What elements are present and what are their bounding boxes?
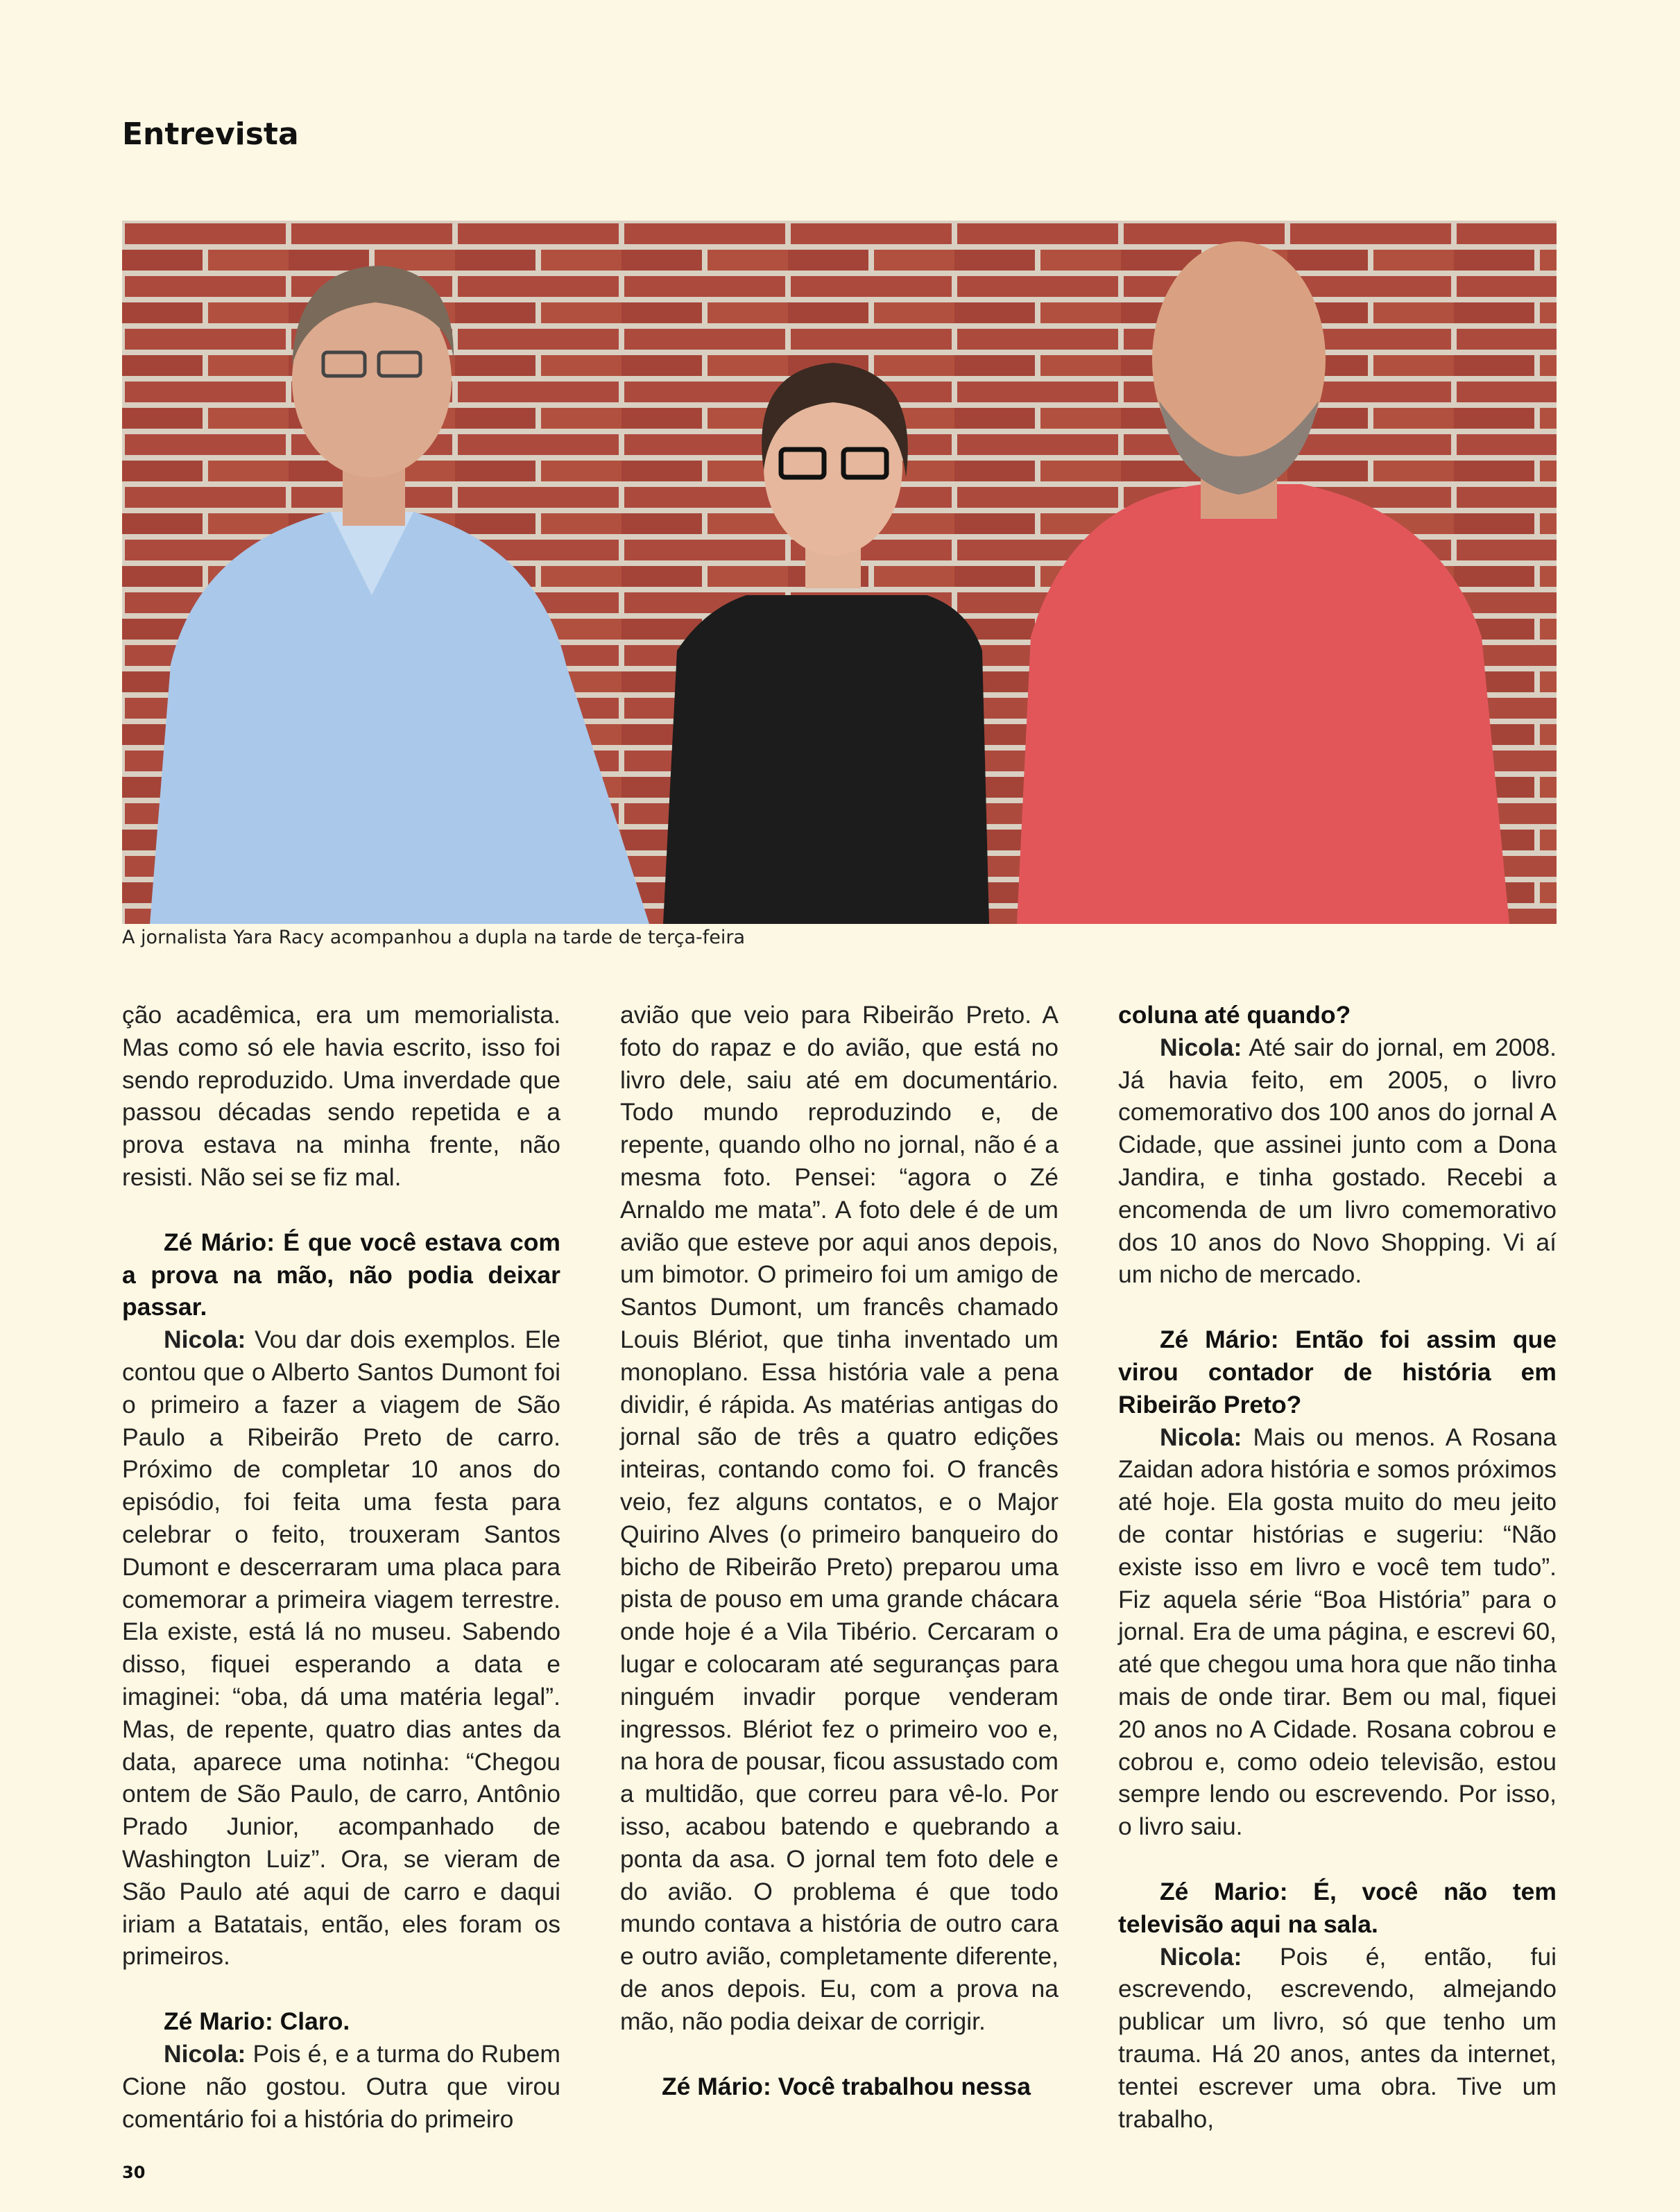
column-3 <box>1118 999 1557 2135</box>
speaker-label: Nicola: <box>1160 1033 1242 1061</box>
paragraph: avião que veio para Ribeirão Preto. A foto do rapaz e do avião, que está no livro dele, saiu até em documentário. Todo mundo reproduzindo e, de repente, quando olho no jornal, não é a mesma foto. Pensei: “agora o Zé Arnaldo me mata”. A foto dele é de um avião que esteve por aqui anos depois, um bimotor. O primeiro foi um amigo de Santos Dumont, um francês chamado Louis Blériot, que tinha inventado um monoplano. Essa história vale a pena dividir, é rápida. As matérias antigas do jornal são de três a quatro edições inteiras, contando como foi. O francês veio, fez alguns contatos, e o Major Quirino Alves (o primeiro banqueiro do bicho de Ribeirão Preto) preparou uma pista de pouso em uma grande chácara onde hoje é a Vila Tibério. Cercaram o lugar e colocaram até seguranças para ninguém invadir porque venderam ingressos. Blériot fez o primeiro voo e, na hora de pousar, ficou assustado com a multidão, que correu para vê-lo. Por isso, acabou batendo e quebrando a ponta da asa. O jornal tem foto dele e do avião. O problema é que todo mundo contava a história de outro cara e outro avião, completamente diferente, de anos depois. Eu, com a prova na mão, não podia deixar de corrigir. <box>620 1001 1058 2035</box>
speaker-label: Nicola: <box>164 1326 246 1354</box>
answer-text: Mais ou menos. A Rosana Zaidan adora história e somos próximos até hoje. Ela gosta muito do meu jeito de contar histórias e sugeriu: “Não existe isso em livro e você tem tudo”. Fiz aquela série “Boa História” para o jornal. Era de uma página, e escrevi 60, até que chegou uma hora que não tinha mais de onde tirar. Bem ou mal, fiquei 20 anos no A Cidade. Rosana cobrou e cobrou e, como odeio televisão, estou sempre lendo ou escrevendo. Por isso, o livro saiu. <box>1118 1423 1557 1841</box>
interview-photo <box>122 221 1557 924</box>
speaker-label: Nicola: <box>1160 1942 1242 1971</box>
answer-text: Pois é, então, fui escrevendo, escrevendo, almejando publicar um livro, só que tenho um trauma. Há 20 anos, antes da internet, tentei escrever uma obra. Tive um trabalho, <box>1118 1942 1557 2133</box>
question: Zé Mário: Então foi assim que virou contador de história em Ribeirão Preto? <box>1118 1326 1557 1418</box>
section-title: Entrevista <box>122 117 299 152</box>
answer-text: Vou dar dois exemplos. Ele contou que o Alberto Santos Dumont foi o primeiro a fazer a viagem de São Paulo a Ribeirão Preto de carro. Próximo de completar 10 anos do episódio, foi feita uma festa para celebrar o feito, trouxeram Santos Dumont e descerraram uma placa para comemorar a primeira viagem terrestre. Ela existe, está lá no museu. Sabendo disso, fiquei esperando a data e imaginei: “oba, dá uma matéria legal”. Mas, de repente, quatro dias antes da data, aparece uma notinha: “Chegou ontem de São Paulo, de carro, Antônio Prado Junior, acompanhado de Washington Luiz”. Ora, se vieram de São Paulo até aqui de carro e daqui iriam a Batatais, então, eles foram os primeiros. <box>122 1326 560 1971</box>
question: Zé Mário: Você trabalhou nessa <box>662 2072 1031 2100</box>
answer-text: Pois é, e a turma do Rubem Cione não gostou. Outra que virou comentário foi a história do primeiro <box>122 2039 560 2133</box>
answer <box>122 1323 560 1973</box>
speaker-label: Nicola: <box>1160 1423 1242 1451</box>
photo-illustration <box>122 221 1557 924</box>
question: Zé Mario: É, você não tem televisão aqui na sala. <box>1118 1877 1557 1938</box>
answer <box>1118 1031 1557 1291</box>
answer <box>1118 1941 1557 2136</box>
column-1 <box>122 999 560 2135</box>
answer-text: Até sair do jornal, em 2008. Já havia feito, em 2005, o livro comemorativo dos 100 anos do jornal A Cidade, que assinei junto com a Dona Jandira, e tinha gostado. Recebi a encomenda de um livro comemorativo dos 10 anos do Novo Shopping. Vi aí um nicho de mercado. <box>1118 1033 1557 1289</box>
photo-caption: A jornalista Yara Racy acompanhou a dupla na tarde de terça-feira <box>122 927 746 948</box>
answer <box>122 2038 560 2135</box>
page-number: 30 <box>122 2163 146 2182</box>
question: Zé Mário: É que você estava com a prova na mão, não podia deixar passar. <box>122 1228 560 1321</box>
question: Zé Mario: Claro. <box>164 2007 350 2036</box>
column-2 <box>620 999 1058 2102</box>
answer <box>1118 1421 1557 1843</box>
paragraph: ção acadêmica, era um memorialista. Mas como só ele havia escrito, isso foi sendo reproduzido. Uma inverdade que passou décadas sendo repetida e a prova estava na minha frente, não resisti. Não sei se fiz mal. <box>122 1001 560 1191</box>
question-continued: coluna até quando? <box>1118 1001 1351 1029</box>
speaker-label: Nicola: <box>164 2039 246 2068</box>
